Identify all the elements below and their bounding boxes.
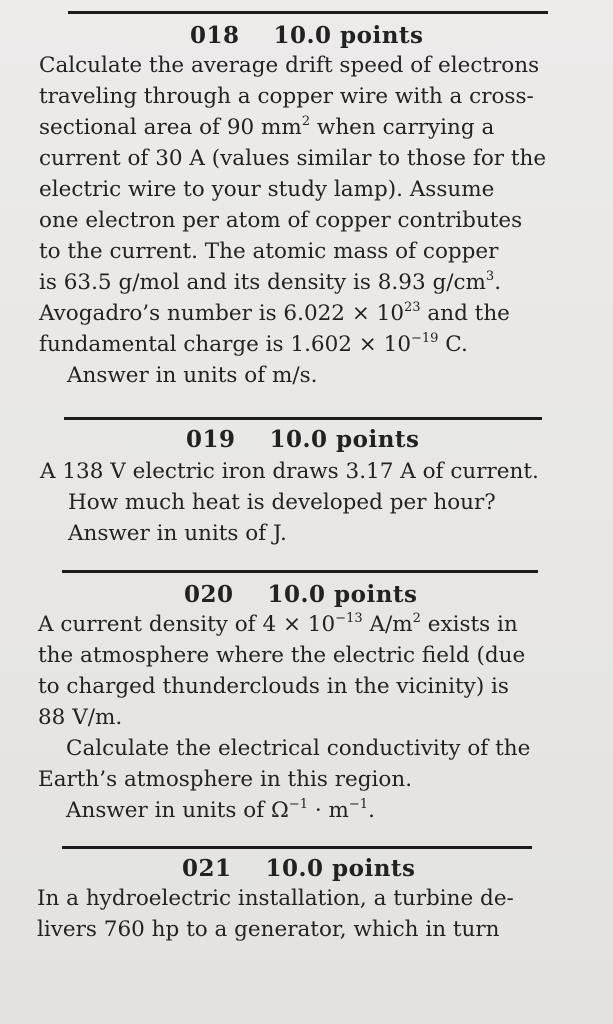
problem-points: 10.0 points	[267, 581, 418, 608]
separator-rule	[62, 846, 532, 849]
problem-text	[38, 609, 552, 826]
problem-header	[186, 426, 420, 453]
text-line: In a hydroelectric installation, a turbine de-	[37, 886, 514, 911]
problem-header	[184, 581, 418, 608]
text-line: Calculate the average drift speed of electrons	[39, 53, 540, 78]
text-line: A current density of $4 \times 10^{-13}$ $A/m^2$ exists in	[38, 610, 518, 637]
text-line: traveling through a copper wire with a cross-	[39, 84, 534, 109]
text-line: livers 760 hp to a generator, which in turn	[37, 917, 500, 942]
problem-points: 10.0 points	[269, 426, 420, 453]
separator-rule	[68, 11, 548, 14]
answer-units: Answer in units of $\Omega^{-1} \cdot m^{-1}$.	[66, 796, 375, 823]
text-line: to the current. The atomic mass of copper	[39, 239, 499, 264]
text-line: to charged thunderclouds in the vicinity) is	[38, 674, 509, 699]
text-line: sectional area of 90 $mm^2$ when carrying a	[39, 113, 495, 140]
problem-header	[182, 855, 416, 882]
text-line: 88 V/m.	[38, 705, 123, 730]
text-line: Calculate the electrical conductivity of the	[66, 736, 531, 761]
problem-text	[39, 50, 564, 391]
problem-text	[40, 456, 565, 549]
text-line: Earth’s atmosphere in this region.	[38, 767, 413, 792]
problem-number: 018	[190, 22, 240, 49]
problem-points: 10.0 points	[273, 22, 424, 49]
text-line: fundamental charge is $1.602 \times 10^{-19}$ C.	[39, 330, 468, 357]
problem-points: 10.0 points	[265, 855, 416, 882]
answer-units: Answer in units of m/s.	[67, 363, 318, 388]
separator-rule	[62, 570, 538, 573]
problem-text	[37, 883, 542, 945]
text-line: one electron per atom of copper contributes	[39, 208, 523, 233]
separator-rule	[64, 417, 542, 420]
text-line: Avogadro’s number is $6.022 \times 10^{23}$ and the	[39, 299, 510, 326]
text-line: the atmosphere where the electric field (due	[38, 643, 526, 668]
problem-number: 019	[186, 426, 236, 453]
text-line: current of 30 A (values similar to those for the	[39, 146, 547, 171]
text-line: A 138 V electric iron draws 3.17 A of current.	[40, 459, 539, 484]
text-line: is 63.5 g/mol and its density is 8.93 $g/cm^3$.	[39, 268, 502, 295]
text-line: electric wire to your study lamp). Assume	[39, 177, 495, 202]
problem-number: 020	[184, 581, 234, 608]
problem-header	[190, 22, 424, 49]
answer-units: Answer in units of J.	[68, 521, 287, 546]
text-line: How much heat is developed per hour?	[68, 490, 496, 515]
problem-number: 021	[182, 855, 232, 882]
